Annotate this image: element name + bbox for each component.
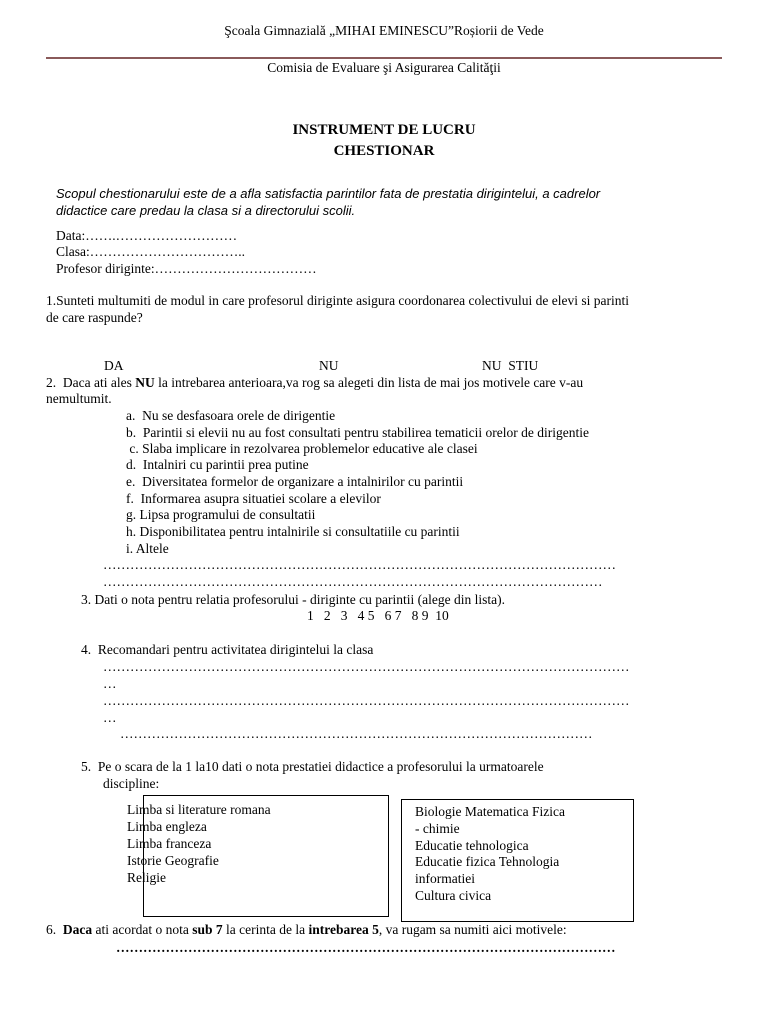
commission-name: Comisia de Evaluare şi Asigurarea Calităţii <box>267 60 501 75</box>
right-discipline-4: Educatie fizica Tehnologia <box>415 854 560 869</box>
q4-dots-2b: … <box>103 710 117 725</box>
q2-item-b: b. Parintii si elevii nu au fost consultati pentru stabilirea tematicii orelor de dirigentie <box>126 425 590 440</box>
field-profesor: Profesor diriginte:……………………………… <box>56 261 317 276</box>
left-discipline-3: Limba franceza <box>127 836 212 851</box>
q3-text: 3. Dati o nota pentru relatia profesorului - diriginte cu parintii (alege din lista). <box>81 592 505 607</box>
q1-option-nu-stiu: NU STIU <box>482 358 539 373</box>
q1-line-2: de care raspunde? <box>46 310 143 325</box>
left-discipline-4: Istorie Geografie <box>127 853 219 868</box>
q5-line-2: discipline: <box>103 776 160 791</box>
q2-item-i: i. Altele <box>126 541 169 556</box>
q2-line-1: 2. Daca ati ales NU la intrebarea anterioara,va rog sa alegeti din lista de mai jos motivele care v-au <box>46 375 584 390</box>
q4-dots-1: ……………………………………………………………………………………………………… <box>103 659 630 674</box>
q1-option-nu: NU <box>319 358 339 373</box>
field-data: Data:…….……………………… <box>56 228 238 243</box>
q2-dots-1: …………………………………………………………………………………………………… <box>103 557 616 572</box>
school-name: Şcoala Gimnazială „MIHAI EMINESCU”Roșiorii de Vede <box>224 23 544 38</box>
q1-line-1: 1.Sunteti multumiti de modul in care profesorul diriginte asigura coordonarea colectivului de elevi si parinti <box>46 293 629 308</box>
document-title: INSTRUMENT DE LUCRU <box>292 122 476 138</box>
q2-item-e: e. Diversitatea formelor de organizare a intalnirilor cu parintii <box>126 474 464 489</box>
field-clasa: Clasa:…………………………….. <box>56 244 245 259</box>
right-discipline-1: Biologie Matematica Fizica <box>415 804 565 819</box>
left-discipline-5: Religie <box>127 870 166 885</box>
left-discipline-2: Limba engleza <box>127 819 207 834</box>
q5-line-1: 5. Pe o scara de la 1 la10 dati o nota prestatiei didactice a profesorului la urmatoarele <box>81 759 544 774</box>
q2-dots-2: ………………………………………………………………………………………………… <box>103 574 603 589</box>
right-discipline-6: Cultura civica <box>415 888 492 903</box>
intro-line-1: Scopul chestionarului este de a afla satisfactia parintilor fata de prestatia dirigintelui, a cadrelor <box>56 186 601 201</box>
q3-scale: 1 2 3 4 5 6 7 8 9 10 <box>307 608 449 623</box>
q4-dots-3: …………………………………………………………………………………………… <box>120 726 593 741</box>
header-rule <box>46 57 722 59</box>
q4-text: 4. Recomandari pentru activitatea dirigintelui la clasa <box>81 642 374 657</box>
right-discipline-2: - chimie <box>415 821 460 836</box>
document-subtitle: CHESTIONAR <box>333 143 435 159</box>
q1-option-da: DA <box>104 358 124 373</box>
q4-dots-1b: … <box>103 676 117 691</box>
q2-line-2: nemultumit. <box>46 391 112 406</box>
q2-item-d: d. Intalniri cu parintii prea putine <box>126 457 309 472</box>
q2-item-f: f. Informarea asupra situatiei scolare a elevilor <box>126 491 381 506</box>
q6-text: 6. Daca ati acordat o nota sub 7 la cerinta de la intrebarea 5, va rugam sa numiti aici motivele: <box>46 922 567 937</box>
q2-item-c: c. Slaba implicare in rezolvarea problemelor educative ale clasei <box>126 441 478 456</box>
intro-line-2: didactice care predau la clasa si a directorului scolii. <box>56 203 356 218</box>
right-discipline-3: Educatie tehnologica <box>415 838 529 853</box>
q4-dots-2: ……………………………………………………………………………………………………… <box>103 693 630 708</box>
q6-dots: ………………………………………………………………………………………………… <box>116 940 616 955</box>
q2-item-a: a. Nu se desfasoara orele de dirigentie <box>126 408 336 423</box>
q2-item-h: h. Disponibilitatea pentru intalnirile si consultatiile cu parintii <box>126 524 460 539</box>
right-discipline-5: informatiei <box>415 871 475 886</box>
left-discipline-1: Limba si literature romana <box>127 802 271 817</box>
q2-item-g: g. Lipsa programului de consultatii <box>126 507 316 522</box>
